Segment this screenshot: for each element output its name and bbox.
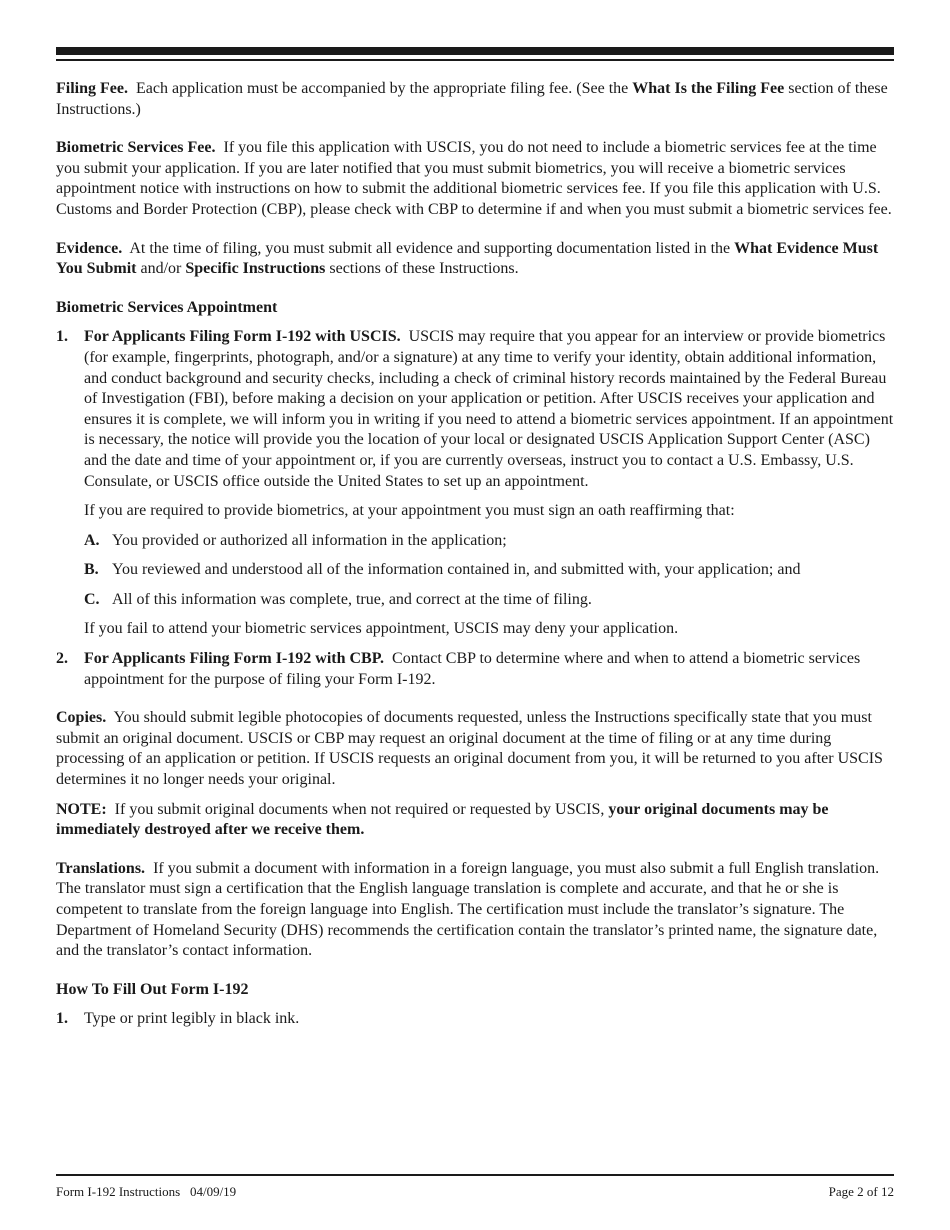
biometric-fee-text: If you file this application with USCIS, you do not need to include a biometric services fee at the time you submit your application. If you are later notified that you must submit biometrics, you will receive a biometric services appointment notice with instructions on how to submit the additional biometric services fee. If you file this application with U.S. Customs and Border Protection (CBP), please check with CBP to determine if and when you must submit a biometric services fee.	[56, 139, 892, 218]
top-thick-rule	[56, 47, 894, 55]
how-to-fill-heading: How To Fill Out Form I-192	[56, 980, 249, 998]
item-body	[84, 327, 896, 640]
oath-item-b	[84, 560, 896, 581]
footer-form-id: Form I-192 Instructions 04/09/19	[56, 1184, 237, 1199]
evidence-paragraph	[56, 239, 896, 280]
translations-label: Translations.	[56, 859, 146, 877]
oath-letter: A.	[84, 531, 100, 549]
evidence-text2: and/or	[136, 260, 186, 278]
top-thin-rule	[56, 59, 894, 61]
item-body	[84, 649, 896, 690]
note-paragraph	[56, 800, 896, 841]
filing-fee-text1: Each application must be accompanied by the appropriate filing fee. (See the	[135, 80, 633, 97]
item-text: Type or print legibly in black ink.	[84, 1010, 300, 1028]
note-bold: your original documents may be immediately destroyed after we receive them.	[56, 800, 829, 839]
item-number: 1.	[56, 328, 68, 346]
oath-item-a	[84, 531, 896, 552]
item-number: 1.	[56, 1010, 68, 1028]
filing-fee-bold: What Is the Filing Fee	[632, 80, 785, 97]
evidence-bold1: What Evidence Must You Submit	[56, 239, 879, 278]
item-1-text: USCIS may require that you appear for an interview or provide biometrics (for example, fingerprints, photograph, and/or a signature) at any time to verify your identity, obtain additional information, and conduct background and security checks, including a check of criminal history records maintained by the Federal Bureau of Investigation (FBI), before making a decision on your application or petition. After USCIS receives your application and ensures it is complete, we will inform you in writing if you need to attend a biometric services appointment. If an appointment is necessary, the notice will provide you the location of your local or designated USCIS Application Support Center (ASC) and the date and time of your appointment or, if you are currently overseas, instruct you to contact a U.S. Embassy, U.S. Consulate, or USCIS office outside the United States to set up an appointment.	[84, 328, 894, 490]
item-2-label: For Applicants Filing Form I-192 with CBP.	[84, 650, 385, 668]
filing-fee-label: Filing Fee.	[56, 80, 128, 97]
oath-item-c	[84, 590, 896, 611]
oath-intro: If you are required to provide biometrics, at your appointment you must sign an oath reaffirming that:	[84, 502, 735, 520]
evidence-label: Evidence.	[56, 239, 123, 257]
filing-fee-paragraph	[56, 79, 896, 120]
oath-text: You reviewed and understood all of the information contained in, and submitted with, your application; and	[112, 561, 801, 579]
footer-page-number: Page 2 of 12	[828, 1184, 894, 1199]
translations-paragraph	[56, 859, 896, 962]
item-1-label: For Applicants Filing Form I-192 with USCIS.	[84, 328, 401, 346]
copies-text: You should submit legible photocopies of documents requested, unless the Instructions specifically state that you must submit an original document. USCIS or CBP may request an original document at the time of filing or at any time during processing of an application or petition. If USCIS requests an original document from you, it will be returned to you after USCIS determines it no longer needs your original.	[56, 709, 883, 789]
biometric-fee-label: Biometric Services Fee.	[56, 139, 216, 157]
evidence-text1: At the time of filing, you must submit all evidence and supporting documentation listed in the	[129, 239, 735, 257]
biometric-item-1	[56, 327, 896, 640]
item-1-paragraph	[84, 327, 896, 492]
oath-closing: If you fail to attend your biometric services appointment, USCIS may deny your application.	[84, 620, 679, 638]
translations-text: If you submit a document with information in a foreign language, you must also submit a full English translation. The translator must sign a certification that the English language translation is complete and accurate, and that he or she is competent to translate from the foreign language into English. The certification must include the translator’s signature. The Department of Homeland Security (DHS) recommends the certification contain the translator’s printed name, the signature date, and the translator’s contact information.	[56, 859, 880, 960]
oath-letter: C.	[84, 590, 100, 608]
page-body	[56, 79, 896, 1030]
how-to-fill-item-1	[56, 1009, 896, 1030]
note-label: NOTE:	[56, 800, 107, 818]
item-number: 2.	[56, 650, 68, 668]
copies-paragraph	[56, 708, 896, 790]
item-2-paragraph	[84, 649, 896, 690]
evidence-bold2: Specific Instructions	[185, 260, 326, 278]
copies-label: Copies.	[56, 709, 107, 727]
note-text: If you submit original documents when not required or requested by USCIS,	[114, 800, 609, 818]
footer-rule	[56, 1174, 894, 1176]
oath-text: You provided or authorized all information in the application;	[112, 531, 507, 549]
biometric-fee-paragraph	[56, 138, 896, 220]
item-2-text: Contact CBP to determine where and when to attend a biometric services appointment for the purpose of filing your Form I-192.	[84, 650, 861, 688]
filing-fee-text2: section of these Instructions.)	[56, 80, 888, 118]
evidence-text3: sections of these Instructions.	[325, 260, 519, 278]
oath-text: All of this information was complete, true, and correct at the time of filing.	[112, 590, 592, 608]
biometric-appointment-heading: Biometric Services Appointment	[56, 298, 278, 316]
biometric-item-2	[56, 649, 896, 690]
oath-letter: B.	[84, 561, 99, 579]
